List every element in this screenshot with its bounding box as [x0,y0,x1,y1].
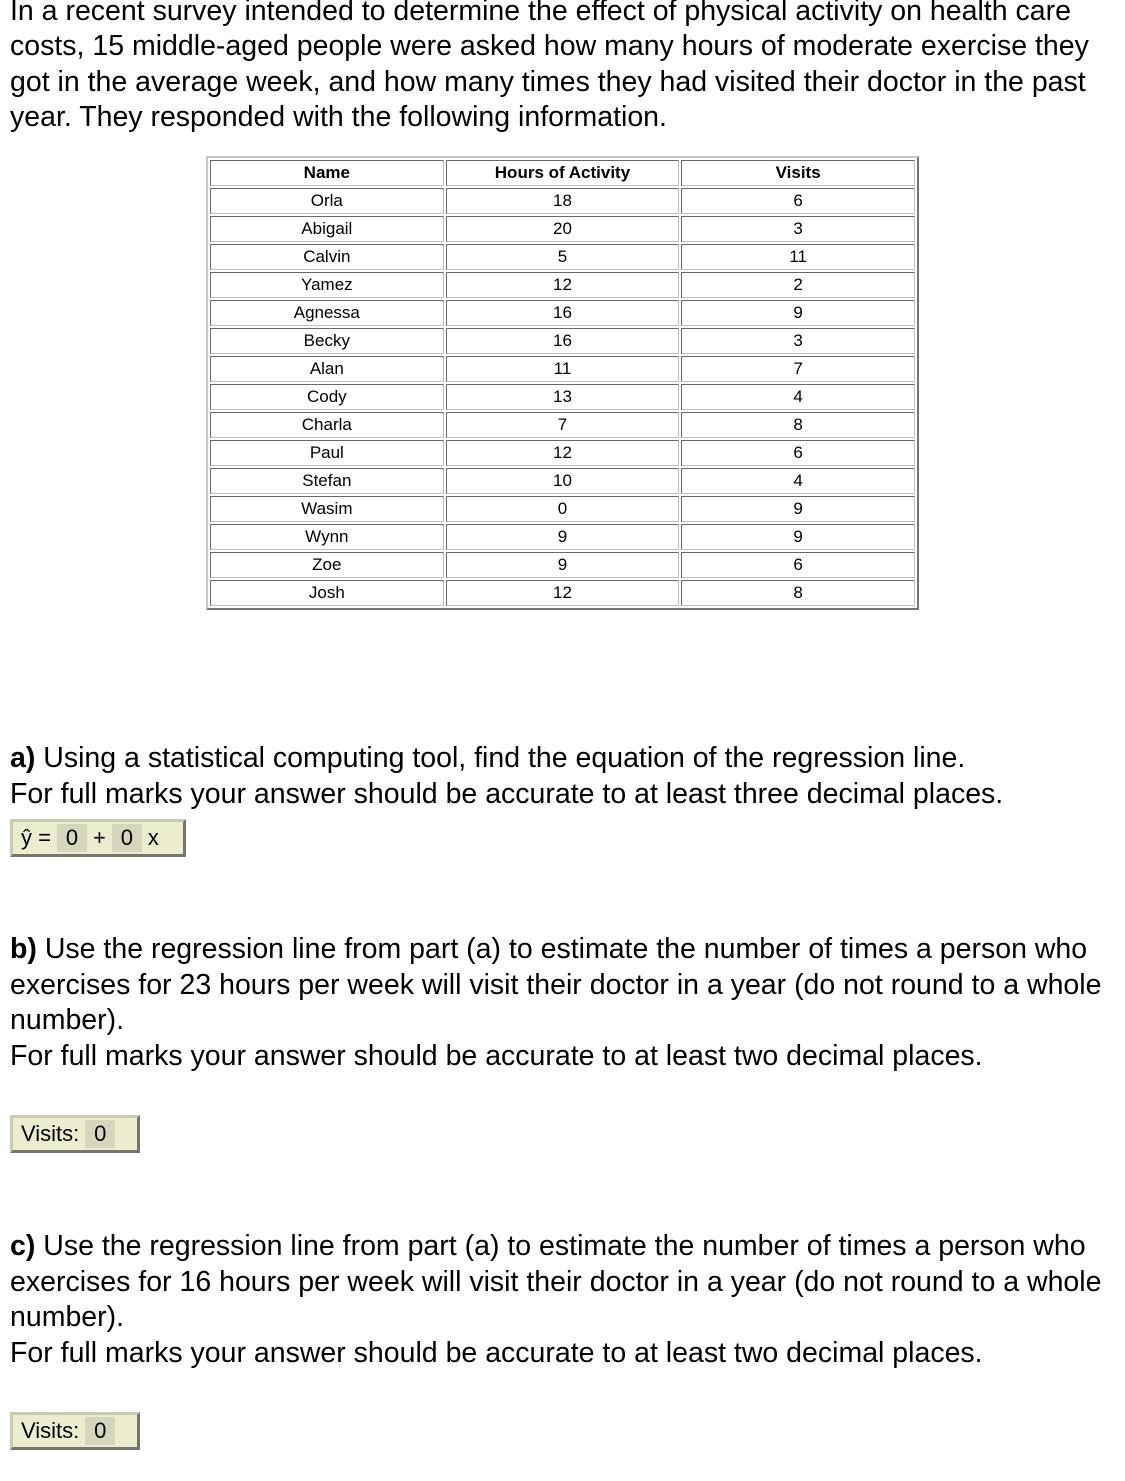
table-row [210,272,915,298]
part-b-text: Use the regression line from part (a) to estimate the number of times a person who exercises for 23 hours per week will visit their doctor in a year (do not round to a whole number). [10,933,1102,1036]
header-hours: Hours of Activity [446,160,680,186]
visits-label: Visits: [21,1121,80,1146]
table-row [210,552,915,578]
visits-label: Visits: [21,1418,80,1443]
regression-answer-box [10,819,186,857]
table-row [210,216,915,242]
table-row [210,188,915,214]
cell-name: Cody [210,384,444,410]
cell-name: Stefan [210,468,444,494]
part-a-text: Using a statistical computing tool, find the equation of the regression line. [35,742,966,774]
cell-visits: 4 [681,384,915,410]
cell-hours: 10 [446,468,680,494]
cell-hours: 11 [446,356,680,382]
cell-visits: 3 [681,328,915,354]
cell-hours: 16 [446,328,680,354]
part-b-answer-box [10,1115,140,1153]
header-visits: Visits [681,160,915,186]
cell-visits: 8 [681,412,915,438]
cell-name: Charla [210,412,444,438]
cell-visits: 9 [681,524,915,550]
part-b-visits-input[interactable]: 0 [85,1120,115,1148]
cell-hours: 7 [446,412,680,438]
intro-paragraph: In a recent survey intended to determine the effect of physical activity on health care costs, 15 middle-aged people were asked how many hours of moderate exercise they got in the average week, and how many times they had visited their doctor in the past year. They responded with the following information. [10,0,1089,133]
cell-hours: 12 [446,580,680,606]
part-a-note: For full marks your answer should be accurate to at least three decimal places. [10,777,1004,810]
cell-visits: 8 [681,580,915,606]
table-row [210,496,915,522]
cell-name: Yamez [210,272,444,298]
part-c-note: For full marks your answer should be accurate to at least two decimal places. [10,1336,983,1369]
table-row [210,384,915,410]
cell-name: Orla [210,188,444,214]
part-b-label: b) [10,933,37,965]
cell-hours: 13 [446,384,680,410]
cell-hours: 20 [446,216,680,242]
intercept-input[interactable]: 0 [57,824,87,852]
cell-visits: 6 [681,188,915,214]
slope-input[interactable]: 0 [112,824,142,852]
survey-table [206,156,919,610]
cell-visits: 7 [681,356,915,382]
cell-hours: 18 [446,188,680,214]
cell-visits: 4 [681,468,915,494]
part-b-note: For full marks your answer should be accurate to at least two decimal places. [10,1039,983,1072]
part-c-visits-input[interactable]: 0 [85,1417,115,1445]
table-row [210,328,915,354]
part-c-label: c) [10,1230,36,1262]
table-row [210,356,915,382]
cell-name: Abigail [210,216,444,242]
plus-sign: + [92,825,106,850]
part-a-question [10,741,1115,812]
table-row [210,524,915,550]
cell-hours: 0 [446,496,680,522]
cell-name: Becky [210,328,444,354]
cell-visits: 11 [681,244,915,270]
cell-visits: 9 [681,300,915,326]
table-body [210,188,915,606]
table-row [210,412,915,438]
x-variable-label: x [147,825,159,850]
cell-name: Alan [210,356,444,382]
header-name: Name [210,160,444,186]
cell-name: Wasim [210,496,444,522]
cell-name: Paul [210,440,444,466]
table-row [210,440,915,466]
cell-name: Calvin [210,244,444,270]
table-row [210,300,915,326]
part-c-question [10,1229,1115,1371]
cell-hours: 16 [446,300,680,326]
cell-visits: 9 [681,496,915,522]
cell-visits: 6 [681,552,915,578]
cell-name: Agnessa [210,300,444,326]
table-row [210,244,915,270]
cell-name: Josh [210,580,444,606]
table-header-row [210,160,915,186]
table-row [210,580,915,606]
part-c-text: Use the regression line from part (a) to estimate the number of times a person who exercises for 16 hours per week will visit their doctor in a year (do not round to a whole number). [10,1230,1102,1333]
cell-name: Zoe [210,552,444,578]
cell-hours: 5 [446,244,680,270]
cell-hours: 12 [446,440,680,466]
cell-visits: 2 [681,272,915,298]
part-a-label: a) [10,742,36,774]
yhat-label: ŷ = [21,825,51,850]
part-b-question [10,932,1115,1074]
cell-visits: 6 [681,440,915,466]
table-row [210,468,915,494]
cell-hours: 12 [446,272,680,298]
cell-visits: 3 [681,216,915,242]
cell-hours: 9 [446,524,680,550]
cell-hours: 9 [446,552,680,578]
part-c-answer-box [10,1412,140,1450]
cell-name: Wynn [210,524,444,550]
